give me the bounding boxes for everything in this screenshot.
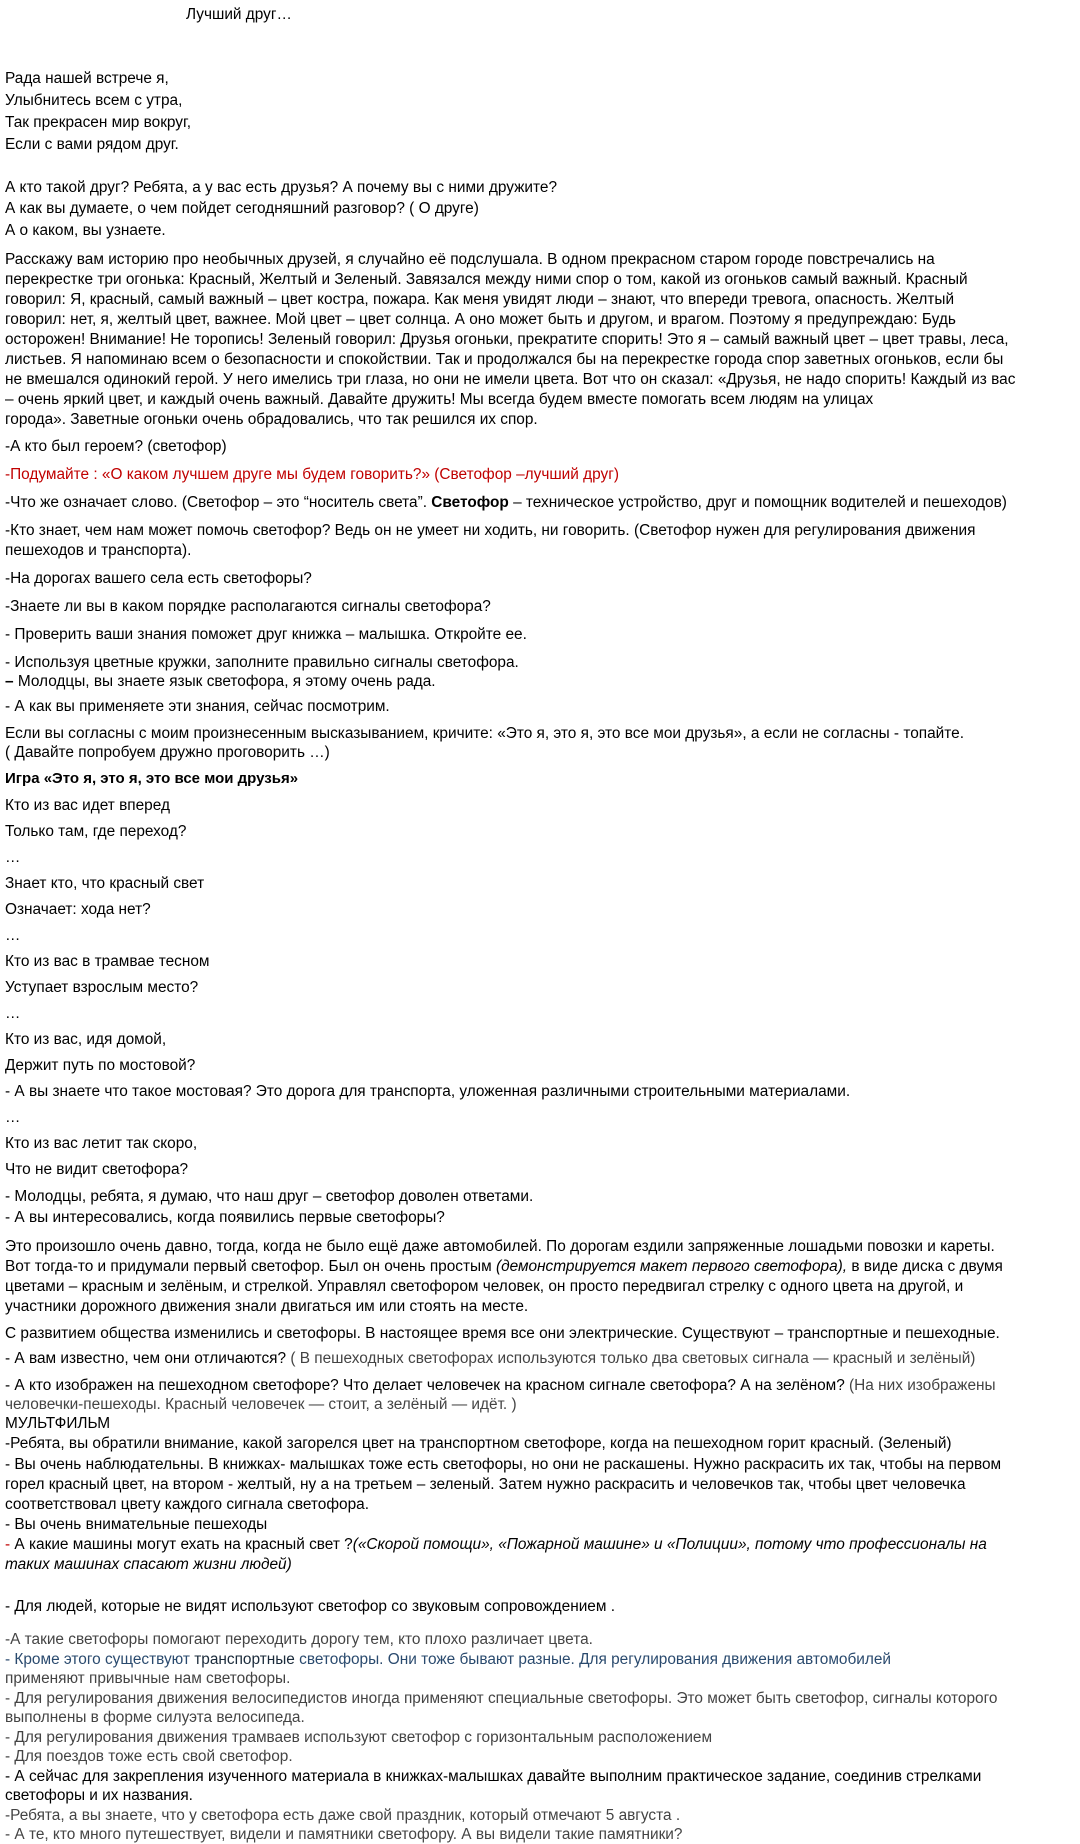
game-line: Кто из вас идет вперед — [5, 797, 170, 814]
pedestrian-answer: (На них изображены — [844, 1377, 996, 1394]
think-prompt: -Подумайте : «О каком лучшем друге мы будем говорить?» (Светофор –лучший друг) — [5, 466, 619, 483]
circles-line: - Используя цветные кружки, заполните правильно сигналы светофора. — [5, 654, 519, 671]
trains-line: - Для поездов тоже есть свой светофор. — [5, 1748, 293, 1765]
well-done-dash: – — [5, 673, 14, 690]
game-line: Означает: хода нет? — [5, 901, 151, 918]
meaning-after: – техническое устройство, друг и помощник водителей и пешеходов) — [508, 494, 1007, 511]
story-line: листьев. Я напоминаю всем о безопасности и спокойствии. Так и продолжался бы на перекрестке города спор заветных огоньков, если бы — [5, 351, 1004, 368]
game-line: … — [5, 927, 21, 944]
game-line: Что не видит светофора? — [5, 1161, 189, 1178]
cars-question: А какие машины могут ехать на красный свет ? — [10, 1536, 353, 1553]
intro-line: А кто такой друг? Ребята, а у вас есть друзья? А почему вы с ними дружите? — [5, 179, 558, 196]
poem-line: Рада нашей встрече я, — [5, 70, 169, 87]
game-line: Держит путь по мостовой? — [5, 1057, 196, 1074]
agree-line: ( Давайте попробуем дружно проговорить …) — [5, 744, 330, 761]
question-first: - А вы интересовались, когда появились первые светофоры? — [5, 1209, 445, 1226]
bicycles-line: - Для регулирования движения велосипедистов иногда применяют специальные светофоры. Это может быть светофор, сигналы которого — [5, 1690, 998, 1707]
question-hero: -А кто был героем? (светофор) — [5, 438, 227, 455]
meaning-before: -Что же означает слово. (Светофор – это “носитель света”. — [5, 494, 432, 511]
transport-before: - Кроме этого существуют — [5, 1651, 195, 1668]
cars-dash: - — [5, 1536, 11, 1553]
question-village: -На дорогах вашего села есть светофоры? — [5, 570, 312, 587]
history-line: участники дорожного движения знали двигаться им или стоять на месте. — [5, 1298, 529, 1315]
cartoon-label: МУЛЬТФИЛЬМ — [5, 1415, 111, 1432]
story-line: города». Заветные огоньки очень обрадовались, что так решился их спор. — [5, 411, 538, 428]
poem-line: Если с вами рядом друг. — [5, 136, 179, 153]
story-line: говорил: Я, красный, самый важный – цвет костра, пожара. Как меня увидят люди – знают, что впереди тревога, опасность. Желтый — [5, 291, 955, 308]
help-line: -Кто знает, чем нам может помочь светофор? Ведь он не умеет ни ходить, ни говорить. (Светофор нужен для регулирования движения — [5, 522, 976, 539]
poem-line: Улыбнитесь всем с утра, — [5, 92, 183, 109]
pedestrian-answer-line: человечки-пешеходы. Красный человечек — стоит, а зелёный — идёт. ) — [5, 1396, 517, 1413]
attention-line: -Ребята, вы обратили внимание, какой загорелся цвет на транспортном светофоре, когда на пешеходном горит красный. (Зеленый) — [5, 1435, 952, 1452]
transport-word: транспортные — [194, 1651, 295, 1668]
cars-answer: таких машинах спасают жизни людей) — [5, 1556, 292, 1573]
differ-answer: ( В пешеходных светофорах используются только два световых сигнала — красный и зелёный) — [290, 1350, 976, 1367]
pedestrian-line — [5, 1376, 996, 1395]
story-line: Расскажу вам историю про необычных друзей, я случайно её подслушала. В одном прекрасном старом городе повстречались на — [5, 251, 935, 268]
pedestrian-question: - А кто изображен на пешеходном светофоре? Что делает человечек на красном сигнале светофора? А на зелёном? — [5, 1377, 845, 1394]
story-line: осторожен! Внимание! Не торопись! Зеленый говорил: Друзья огоньки, прекратите спорить! Это я – самый важный цвет – цвет травы, леса, — [5, 331, 1009, 348]
game-title: Игра «Это я, это я, это все мои друзья» — [5, 770, 299, 787]
history-line — [5, 1257, 1003, 1276]
history-text: в виде диска с двумя — [847, 1258, 1003, 1275]
coloring-line: соответствовал цвету каждого сигнала светофора. — [5, 1496, 369, 1513]
game-line: Только там, где переход? — [5, 823, 187, 840]
colorblind-line: -А такие светофоры помогают переходить дорогу тем, кто плохо различает цвета. — [5, 1631, 593, 1648]
differ-question: - А вам известно, чем они отличаются? — [5, 1350, 291, 1367]
coloring-line: горел красный цвет, на втором - желтый, ну а на третьем – зеленый. Затем нужно раскрасить и человечков так, чтобы цвет человечка — [5, 1476, 966, 1493]
game-line: Знает кто, что красный свет — [5, 875, 205, 892]
well-done-text: Молодцы, вы знаете язык светофора, я этому очень рада. — [13, 673, 436, 690]
help-line: пешеходов и транспорта). — [5, 542, 192, 559]
game-line: Кто из вас в трамвае тесном — [5, 953, 210, 970]
game-line: … — [5, 1109, 21, 1126]
intro-line: А как вы думаете, о чем пойдет сегодняшний разговор? ( О друге) — [5, 200, 479, 217]
history-line: цветами – красным и зелёным, и стрелкой. Управлял светофором человек, он просто передвигал стрелку с одного цвета на другой, и — [5, 1278, 964, 1295]
cars-line — [5, 1535, 987, 1554]
game-line: Кто из вас, идя домой, — [5, 1031, 167, 1048]
game-line: Уступает взрослым место? — [5, 979, 199, 996]
monuments-line: - А те, кто много путешествует, видели и памятники светофору. А вы видели такие памятники? — [5, 1826, 683, 1843]
history-text: Вот тогда-то и придумали первый светофор. Был он очень простым — [5, 1258, 496, 1275]
page-title: Лучший друг… — [186, 6, 292, 23]
meaning-line — [5, 493, 1007, 512]
transport-line: применяют привычные нам светофоры. — [5, 1670, 291, 1687]
coloring-line: - Вы очень наблюдательны. В книжках- малышках тоже есть светофоры, но они не раскашены. Нужно раскрасить их так, чтобы на первом — [5, 1456, 1002, 1473]
apply-line: - А как вы применяете эти знания, сейчас посмотрим. — [5, 698, 390, 715]
game-line: - А вы знаете что такое мостовая? Это дорога для транспорта, уложенная различными строительными материалами. — [5, 1083, 851, 1100]
intro-line: А о каком, вы узнаете. — [5, 222, 166, 239]
practice-line: светофоры и их названия. — [5, 1787, 193, 1804]
well-done-line — [5, 672, 436, 691]
history-line: Это произошло очень давно, тогда, когда не было ещё даже автомобилей. По дорогам ездили запряженные лошадьми повозки и кареты. — [5, 1238, 995, 1255]
practice-line: - А сейчас для закрепления изученного материала в книжках-малышках давайте выполним практическое задание, соединив стрелками — [5, 1768, 982, 1785]
blind-line: - Для людей, которые не видят используют светофор со звуковым сопровождением . — [5, 1598, 616, 1615]
trams-line: - Для регулирования движения трамваев используют светофор с горизонтальным расположением — [5, 1729, 713, 1746]
story-line: говорил: нет, я, желтый цвет, важнее. Мой цвет – цвет солнца. А оно может быть и другом, и врагом. Поэтому я предупреждаю: Будь — [5, 311, 956, 328]
cars-answer: («Скорой помощи», «Пожарной машине» и «Полиции», потому что профессионалы на — [352, 1536, 987, 1553]
development-line: С развитием общества изменились и светофоры. В настоящее время все они электрические. Существуют – транспортные и пешеходные. — [5, 1325, 1000, 1342]
question-order: -Знаете ли вы в каком порядке располагаются сигналы светофора? — [5, 598, 491, 615]
game-line: … — [5, 849, 21, 866]
agree-line: Если вы согласны с моим произнесенным высказыванием, кричите: «Это я, это я, это все мои друзья», а если не согласны - топайте. — [5, 725, 964, 742]
book-line: - Проверить ваши знания поможет друг книжка – малышка. Откройте ее. — [5, 626, 527, 643]
story-line: не вмешался одинокий герой. У него имелись три глаза, но они не имели цвета. Вот что он сказал: «Друзья, не надо спорить! Каждый из вас — [5, 371, 1016, 388]
cars-answer-line — [5, 1555, 292, 1574]
poem-line: Так прекрасен мир вокруг, — [5, 114, 192, 131]
transport-after: светофоры. Они тоже бывают разные. Для регулирования движения автомобилей — [294, 1651, 892, 1668]
praise-line: - Молодцы, ребята, я думаю, что наш друг – светофор доволен ответами. — [5, 1188, 534, 1205]
game-line: Кто из вас летит так скоро, — [5, 1135, 198, 1152]
transport-line — [5, 1650, 891, 1669]
story-line: перекрестке три огонька: Красный, Желтый и Зеленый. Завязался между ними спор о том, какой из огоньков самый важный. Красный — [5, 271, 968, 288]
holiday-line: -Ребята, а вы знаете, что у светофора есть даже свой праздник, который отмечают 5 августа . — [5, 1807, 681, 1824]
meaning-bold: Светофор — [431, 494, 509, 511]
differ-line — [5, 1349, 975, 1368]
history-italic: (демонстрируется макет первого светофора), — [495, 1258, 848, 1275]
game-line: … — [5, 1005, 21, 1022]
coloring-line: - Вы очень внимательные пешеходы — [5, 1516, 268, 1533]
bicycles-line: выполнены в форме силуэта велосипеда. — [5, 1709, 305, 1726]
story-line: – очень яркий цвет, и каждый очень важный. Давайте дружить! Мы всегда будем вместе помогать всем людям на улицах — [5, 391, 874, 408]
